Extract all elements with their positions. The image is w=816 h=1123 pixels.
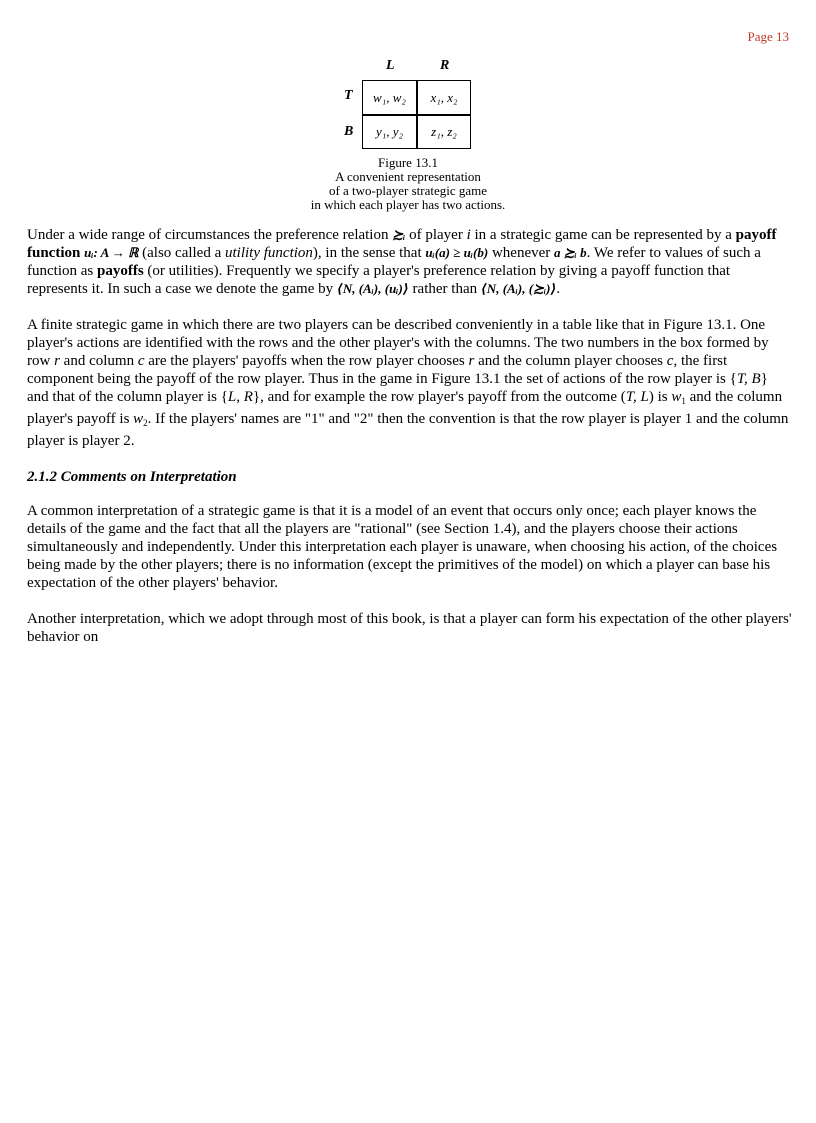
paragraph-two-player-table: A finite strategic game in which there are two players can be described conveniently in a table like that in Figure 13.1. One player's actions are identified with the rows and the other player's with the columns. The two numbers in the box formed by row r and column c are the players' payoffs when the row player chooses r and the column player chooses c, the first component being the payoff of the row player. Thus in the game in Figure 13.1 the set of actions of the row player is {T, B} and that of the column player is {L, R}, and for example the row player's payoff from the outcome (T, L) is $w_1$ and the column player's payoff is $w_2$. If the players' names are "1" and "2" then the convention is that the row player is player 1 and the column player is player 2. (27, 317, 789, 449)
col-label-L: L (386, 58, 395, 73)
figure-caption (0, 156, 816, 212)
row-label-B: B (344, 124, 354, 139)
term-payoffs: payoffs (96, 263, 144, 279)
caption-line: in which each player has two actions. (310, 197, 506, 212)
cell-B-R: z₁, z₂ (431, 124, 457, 139)
payoff-table (0, 56, 816, 156)
row-label-T: T (344, 88, 353, 103)
caption-line: A convenient representation (335, 169, 481, 184)
section-heading: 2.1.2 Comments on Interpretation (27, 469, 237, 485)
payoff-box (362, 80, 471, 149)
caption-line: Figure 13.1 (378, 155, 438, 170)
col-label-R: R (440, 58, 450, 73)
body-text (27, 226, 792, 664)
figure-13-1 (0, 56, 816, 212)
page-number: Page 13 (747, 29, 789, 44)
preference-symbol: ≿ᵢ (392, 227, 406, 242)
cell-T-L: w₁, w₂ (373, 89, 406, 105)
paragraph-interpretation-once: A common interpretation of a strategic game is that it is a model of an event that occurs only once; each player knows the details of the game and the fact that all the players are "rational" (see Section 1.4), and the players choose their actions simultaneously and independently. Under this interpretation each player is unaware, when choosing his action, of the choices being made by the other players; there is no information (except the primitives of the model) on which a player can base his expectation of the other players' behavior. (27, 503, 778, 591)
cell-T-R: x₁, x₂ (430, 89, 458, 105)
paragraph-payoff-function: Under a wide range of circumstances the preference relation ≿ᵢ of player i in a strategic game can be represented by a payoff function uᵢ: A → ℝ (also called a utility function), in the sense that uᵢ(a) ≥ uᵢ(b) whenever a ≿ᵢ b. We refer to values of such a function as payoffs (or utilities). Frequently we specify a player's preference relation by giving a payoff function that represents it. In such a case we denote the game by ⟨N, (Aᵢ), (uᵢ)⟩ rather than ⟨N, (Aᵢ), (≿ᵢ)⟩. (27, 227, 777, 297)
cell-B-L: y₁, y₂ (375, 124, 404, 139)
caption-line: of a two-player strategic game (328, 183, 488, 198)
paragraph-interpretation-another: Another interpretation, which we adopt through most of this book, is that a player can form his expectation of the other players' behavior on (27, 611, 792, 645)
term-payoff-function: payoff function (27, 227, 777, 261)
